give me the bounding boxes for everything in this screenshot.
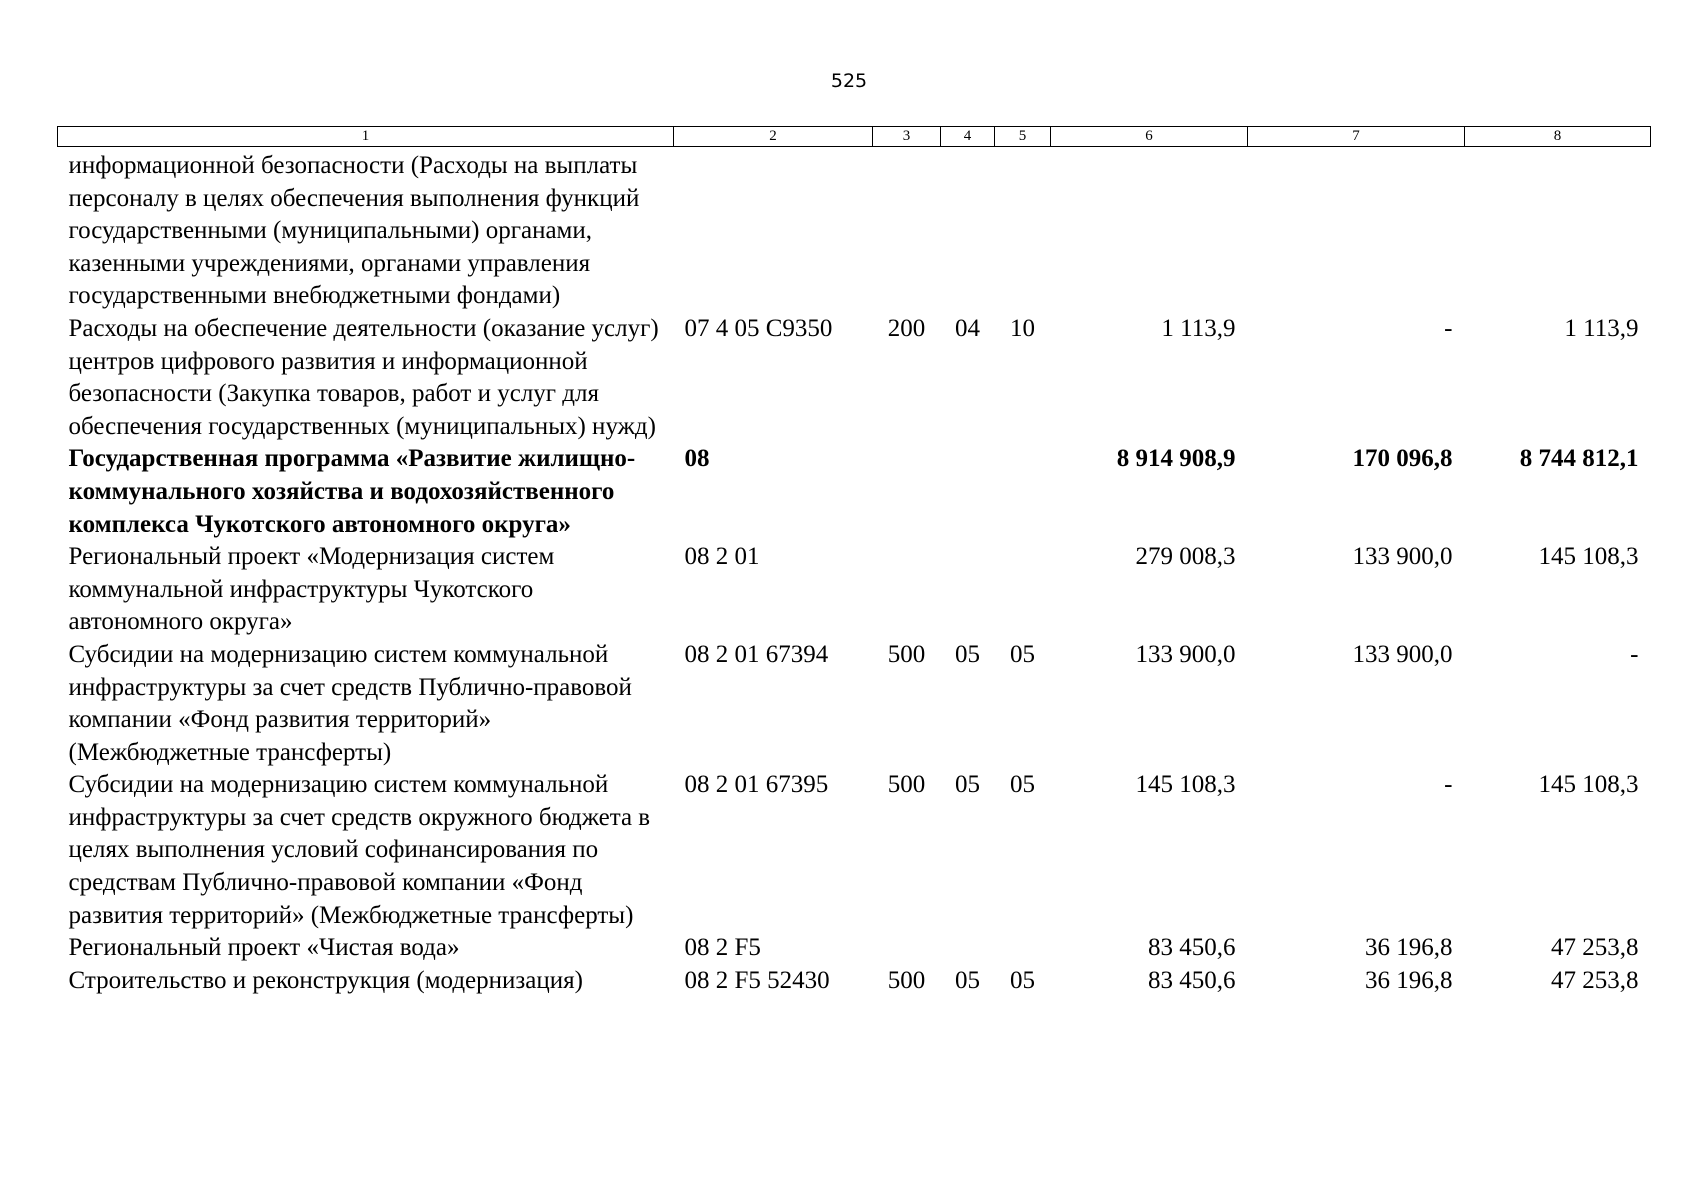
page-number: 525 [830, 70, 868, 92]
row-expense-type [873, 147, 941, 313]
row-subsection [995, 932, 1051, 965]
row-expense-type [873, 443, 941, 541]
row-subsection: 05 [1010, 640, 1035, 668]
row-name: Расходы на обеспечение деятельности (оказание услуг) центров цифрового развития и информационной безопасности (Закупка товаров, работ и услуг для обеспечения государственных (муниципальных) нужд) [68, 314, 659, 440]
row-section: 04 [955, 314, 980, 342]
row-name: Региональный проект «Модернизация систем коммунальной инфраструктуры Чукотского автономного округа» [68, 543, 555, 636]
table-row [58, 965, 1651, 998]
row-name: Субсидии на модернизацию систем коммунальной инфраструктуры за счет средств Публично-правовой компании «Фонд развития территорий» (Межбюджетные трансферты) [68, 640, 632, 766]
row-name: Строительство и реконструкция (модернизация) [68, 966, 583, 994]
row-federal: 133 900,0 [1352, 543, 1453, 571]
row-federal: 170 096,8 [1352, 445, 1453, 473]
row-section: 05 [955, 966, 980, 994]
row-code: 08 2 01 67395 [684, 771, 829, 799]
row-subsection: 10 [1010, 314, 1035, 342]
header-col-2: 2 [674, 127, 873, 147]
row-expense-type: 500 [887, 640, 926, 668]
row-section [941, 541, 995, 639]
row-federal: - [1444, 771, 1453, 799]
header-col-6: 6 [1051, 127, 1248, 147]
row-name: Государственная программа «Развитие жилищно-коммунального хозяйства и водохозяйственного комплекса Чукотского автономного округа» [68, 445, 636, 538]
row-subsection [995, 147, 1051, 313]
table-row [58, 147, 1651, 313]
table-row [58, 313, 1651, 443]
row-regional: 8 744 812,1 [1519, 445, 1639, 473]
row-regional: 1 113,9 [1564, 314, 1639, 342]
row-section [941, 443, 995, 541]
row-total: 83 450,6 [1148, 966, 1236, 994]
row-total: 133 900,0 [1135, 640, 1236, 668]
header-col-3: 3 [873, 127, 941, 147]
row-regional: 145 108,3 [1538, 771, 1639, 799]
row-code: 08 2 01 67394 [684, 640, 829, 668]
table-row [58, 932, 1651, 965]
column-number-header [58, 127, 1651, 147]
row-regional [1465, 147, 1651, 313]
row-federal: 36 196,8 [1365, 934, 1453, 962]
row-code: 07 4 05 С9350 [684, 314, 833, 342]
row-section [941, 147, 995, 313]
header-col-5: 5 [995, 127, 1051, 147]
row-regional: 47 253,8 [1551, 966, 1639, 994]
row-code: 08 2 F5 52430 [684, 966, 830, 994]
row-section: 05 [955, 771, 980, 799]
row-name: информационной безопасности (Расходы на выплаты персоналу в целях обеспечения выполнения функций государственными (муниципальными) органами, казенными учреждениями, органами управления государственными внебюджетными фондами) [68, 152, 640, 310]
table-row [58, 639, 1651, 769]
table-row [58, 541, 1651, 639]
table-row [58, 443, 1651, 541]
row-total: 83 450,6 [1148, 934, 1236, 962]
row-federal: - [1444, 314, 1453, 342]
row-total: 1 113,9 [1161, 314, 1236, 342]
row-federal: 36 196,8 [1365, 966, 1453, 994]
row-regional: 47 253,8 [1551, 934, 1639, 962]
row-name: Субсидии на модернизацию систем коммунальной инфраструктуры за счет средств окружного бюджета в целях выполнения условий софинансирования по средствам Публично-правовой компании «Фонд развития территорий» (Межбюджетные трансферты) [68, 771, 651, 929]
header-col-1: 1 [58, 127, 674, 147]
row-code: 08 2 F5 [684, 934, 761, 962]
row-federal: 133 900,0 [1352, 640, 1453, 668]
table-row [58, 769, 1651, 932]
row-subsection: 05 [1010, 771, 1035, 799]
row-total: 8 914 908,9 [1116, 445, 1236, 473]
budget-table [57, 126, 1651, 997]
row-subsection: 05 [1010, 966, 1035, 994]
header-col-8: 8 [1465, 127, 1651, 147]
row-expense-type: 200 [887, 314, 926, 342]
row-total [1051, 147, 1248, 313]
row-section: 05 [955, 640, 980, 668]
row-code: 08 [684, 445, 710, 473]
row-regional: - [1630, 640, 1639, 668]
table-body [58, 147, 1651, 998]
row-total: 279 008,3 [1135, 543, 1236, 571]
header-col-4: 4 [941, 127, 995, 147]
row-federal [1248, 147, 1465, 313]
row-expense-type: 500 [887, 771, 926, 799]
row-total: 145 108,3 [1135, 771, 1236, 799]
row-subsection [995, 443, 1051, 541]
row-name: Региональный проект «Чистая вода» [68, 934, 460, 962]
row-code [674, 147, 873, 313]
row-expense-type [873, 932, 941, 965]
row-expense-type [873, 541, 941, 639]
row-subsection [995, 541, 1051, 639]
row-expense-type: 500 [887, 966, 926, 994]
row-regional: 145 108,3 [1538, 543, 1639, 571]
row-section [941, 932, 995, 965]
row-code: 08 2 01 [684, 543, 760, 571]
header-col-7: 7 [1248, 127, 1465, 147]
header-row [58, 127, 1651, 147]
